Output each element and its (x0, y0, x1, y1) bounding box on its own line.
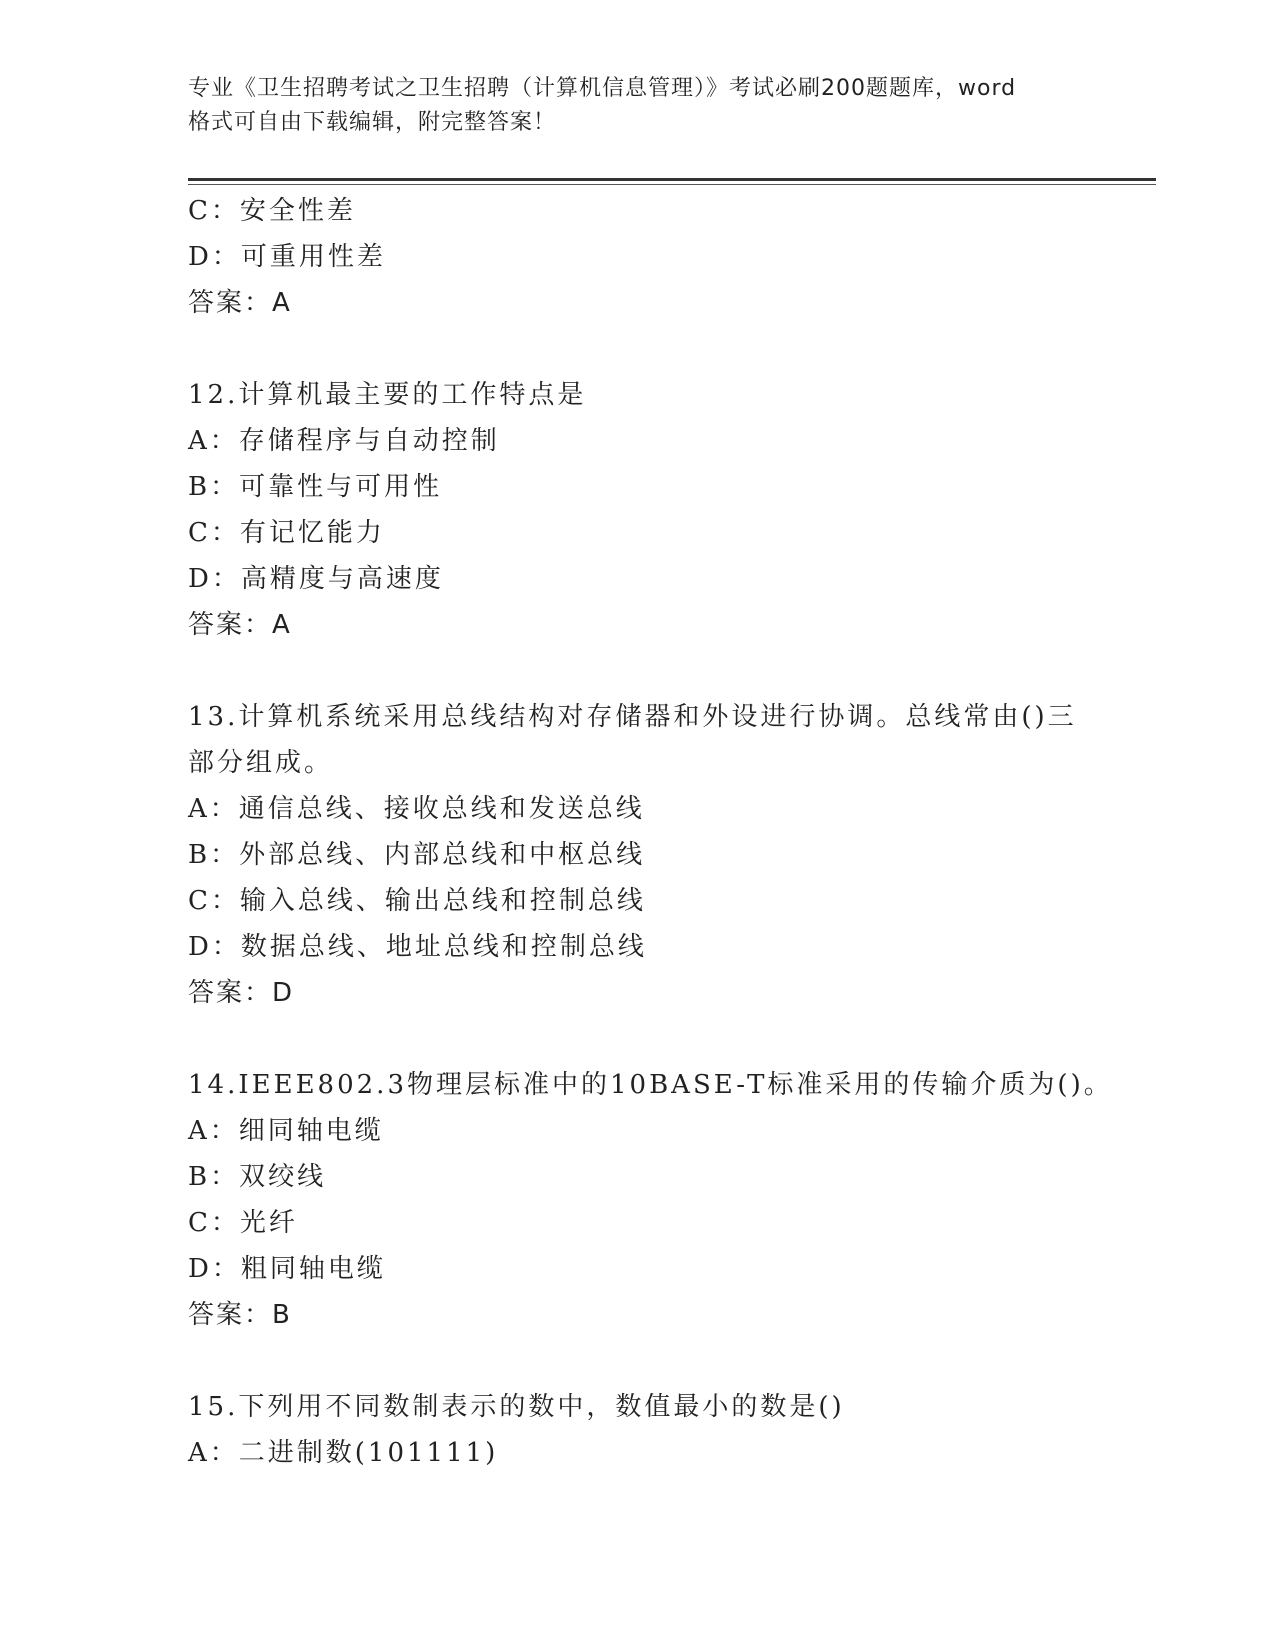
spacer (188, 1338, 1088, 1384)
document-header (188, 72, 1088, 140)
option-b: B：双绞线 (188, 1162, 327, 1192)
option-c: C：光纤 (188, 1208, 298, 1238)
question-stem-line-1: 13.计算机系统采用总线结构对存储器和外设进行协调。总线常由()三 (188, 702, 1077, 732)
header-divider-thin (188, 184, 1156, 185)
spacer (188, 1016, 1088, 1062)
option-a: A：二进制数(101111) (188, 1438, 499, 1468)
question-15 (188, 1384, 1088, 1476)
question-11 (188, 188, 1088, 326)
option-c: C：输入总线、输出总线和控制总线 (188, 886, 646, 916)
option-d: D：数据总线、地址总线和控制总线 (188, 932, 647, 962)
question-12 (188, 372, 1088, 648)
answer: 答案：A (188, 610, 292, 640)
header-line-1: 专业《卫生招聘考试之卫生招聘（计算机信息管理）》考试必刷200题题库，word (188, 76, 1017, 101)
spacer (188, 648, 1088, 694)
header-line-2: 格式可自由下载编辑，附完整答案！ (188, 110, 557, 135)
option-d: D：可重用性差 (188, 242, 386, 272)
answer: 答案：D (188, 978, 295, 1008)
option-c: C：有记忆能力 (188, 518, 385, 548)
option-a: A：细同轴电缆 (188, 1116, 384, 1146)
option-a: A：通信总线、接收总线和发送总线 (188, 794, 645, 824)
option-a: A：存储程序与自动控制 (188, 426, 500, 456)
question-stem: 12.计算机最主要的工作特点是 (188, 380, 587, 410)
answer: 答案：B (188, 1300, 292, 1330)
option-c: C：安全性差 (188, 196, 356, 226)
question-14 (188, 1062, 1113, 1338)
option-d: D：高精度与高速度 (188, 564, 444, 594)
option-b: B：外部总线、内部总线和中枢总线 (188, 840, 646, 870)
option-b: B：可靠性与可用性 (188, 472, 443, 502)
option-d: D：粗同轴电缆 (188, 1254, 386, 1284)
question-13 (188, 694, 1088, 1016)
question-stem-line-2: 部分组成。 (188, 748, 334, 778)
spacer (188, 326, 1088, 372)
header-divider-thick (188, 178, 1156, 181)
answer: 答案：A (188, 288, 292, 318)
question-stem: 15.下列用不同数制表示的数中，数值最小的数是() (188, 1392, 845, 1422)
question-list (188, 188, 1113, 1476)
question-stem: 14.IEEE802.3物理层标准中的10BASE-T标准采用的传输介质为()。 (188, 1070, 1113, 1100)
